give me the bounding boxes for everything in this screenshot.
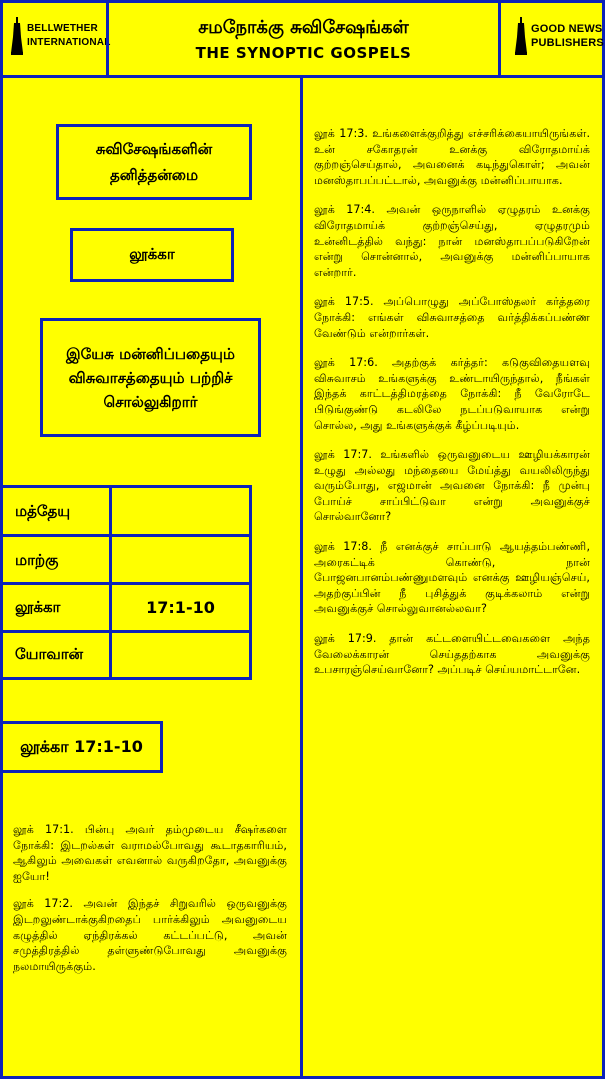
gospel-name-box	[70, 228, 234, 282]
table-row: லூக்கா	[0, 582, 112, 633]
logo-line1: GOOD NEWS	[531, 23, 603, 35]
theme-box	[40, 318, 261, 437]
good-news-logo	[515, 17, 604, 55]
right-verses	[314, 126, 590, 690]
verse-paragraph: லூக் 17:5. அப்பொழுது அப்போஸ்தலர் கர்த்தரை நோக்கி: எங்கள் விசுவாசத்தை வர்த்திக்கப்பண்ண வேண்டும் என்றார்கள்.	[314, 295, 590, 340]
verse-paragraph: லூக் 17:6. அதற்குக் கர்த்தர்: கடுகுவிதையளவு விசுவாசம் உங்களுக்கு உண்டாயிருந்தால், நீங்கள் இந்தக் காட்டத்திமரத்தை நோக்கி: நீ வேரோடே பிடுங்குண்டு கடலிலே நடப்படுவாயாக என்று சொல்ல, அது உங்களுக்குக் கீழ்ப்படியும்.	[314, 356, 590, 432]
table-cell-ref	[109, 485, 252, 537]
table-cell-ref: 17:1-10	[109, 582, 252, 633]
passage-ref: லூக்கா 17:1-10	[20, 736, 143, 756]
verse-paragraph: லூக் 17:3. உங்களைக்குறித்து எச்சரிக்கையாயிருங்கள். உன் சகோதரன் உனக்கு விரோதமாய்க் குற்றஞ்செய்தால், அவனைக் கடிந்துகொள்; அவன் மனஸ்தாபப்பட்டால், அவனுக்கு மன்னிப்பாயாக.	[314, 127, 590, 187]
verse-paragraph: லூக் 17:7. உங்களில் ஒருவனுடைய ஊழியக்காரன் உழுது அல்லது மந்தையை மேய்த்து வயலிலிருந்து வரும்போது, எஜமான் அவனை நோக்கி: நீ முன்பு போய்ச் சாப்பிட்டுவா என்று அவனுக்குச் சொல்வானோ?	[314, 448, 590, 524]
page-title-tamil: சமநோக்கு சுவிசேஷங்கள்	[198, 16, 409, 38]
table-row: யோவான்	[0, 630, 112, 680]
tower-icon	[515, 17, 527, 55]
left-verses	[13, 822, 287, 986]
bellwether-logo	[11, 17, 111, 55]
header-right-logo-box	[498, 0, 605, 78]
table-cell-ref	[109, 534, 252, 585]
table-cell-ref	[109, 630, 252, 680]
page-title-english: THE SYNOPTIC GOSPELS	[195, 43, 412, 62]
section-title: சுவிசேஷங்களின் தனித்தன்மை	[95, 140, 213, 184]
logo-line2: PUBLISHERS	[531, 37, 604, 49]
table-row: மாற்கு	[0, 534, 112, 585]
tower-icon	[11, 17, 23, 55]
header-left-logo-box	[0, 0, 109, 78]
verse-paragraph: லூக் 17:8. நீ எனக்குச் சாப்பாடு ஆயத்தம்பண்ணி, அரைகட்டிக் கொண்டு, நான் போஜனபானம்பண்ணுமளவும் எனக்கு ஊழியஞ்செய், அதற்குப்பின் நீ புசித்துக் குடிக்கலாம் என்று அவனுக்குச் சொல்லுவானல்லவா?	[314, 540, 590, 616]
theme-text: இயேசு மன்னிப்பதையும் விசுவாசத்தையும் பற்றிச் சொல்லுகிறார்	[66, 344, 235, 411]
section-title-box	[56, 124, 252, 200]
verse-paragraph: லூக் 17:2. அவன் இந்தச் சிறுவரில் ஒருவனுக்கு இடறலுண்டாக்குகிறதைப் பார்க்கிலும் அவனுடைய கழுத்தில் ஏந்திரக்கல் கட்டப்பட்டு, அவன் சமுத்திரத்தில் தள்ளுண்டுபோவது அவனுக்கு நலமாயிருக்கும்.	[13, 897, 287, 973]
header-title-box	[106, 0, 501, 78]
gospel-name: லூக்கா	[129, 245, 175, 263]
verse-paragraph: லூக் 17:1. பின்பு அவர் தம்முடைய சீஷர்களை நோக்கி: இடறல்கள் வராமல்போவது கூடாதகாரியம், ஆகிலும் அவைகள் எவனால் வருகிறதோ, அவனுக்கு ஐயோ!	[13, 823, 287, 883]
verse-paragraph: லூக் 17:4. அவன் ஒருநாளில் ஏழுதரம் உனக்கு விரோதமாய்க் குற்றஞ்செய்து, ஏழுதரமும் உன்னிடத்தில் வந்து: நான் மனஸ்தாபப்படுகிறேன் என்று சொன்னால், அவனுக்கு மன்னிப்பாயாக என்றார்.	[314, 203, 590, 279]
verse-paragraph: லூக் 17:9. தான் கட்டளையிட்டவைகளை அந்த வேலைக்காரன் செய்ததற்காக அவனுக்கு உபசாரஞ்செய்வானோ? அப்படிச் செய்யமாட்டானே.	[314, 632, 590, 677]
logo-line1: BELLWETHER	[27, 23, 98, 34]
table-row: மத்தேயு	[0, 485, 112, 537]
logo-line2: INTERNATIONAL	[27, 37, 111, 48]
passage-ref-box	[0, 721, 163, 773]
